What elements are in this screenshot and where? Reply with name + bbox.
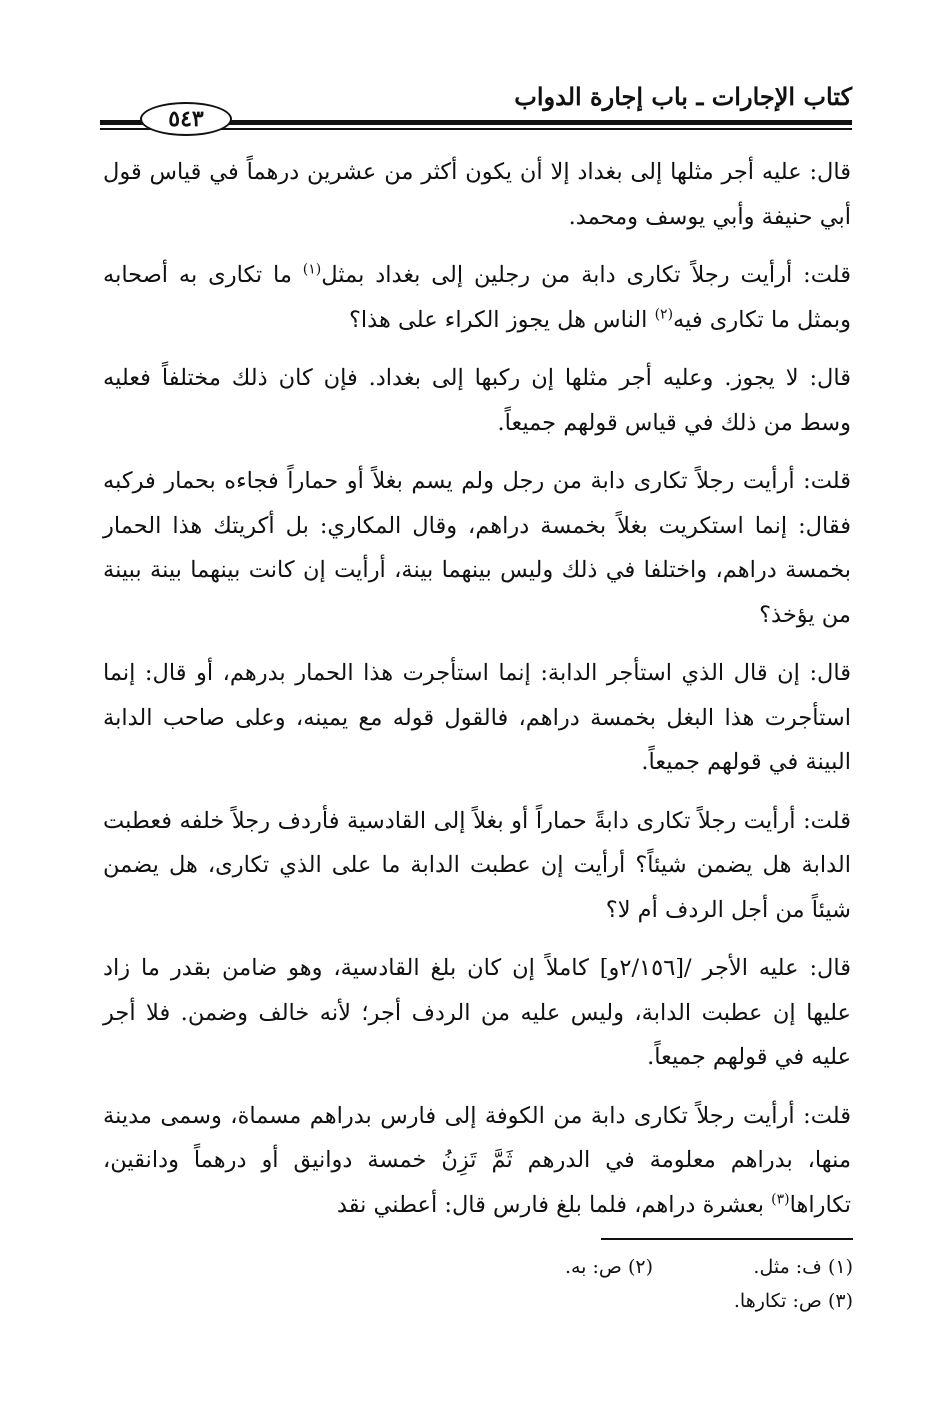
paragraph [103,356,851,445]
footnote-number: (٢) [627,1256,653,1278]
paragraph-text: أرأيت رجلاً تكارى دابة من رجل ولم يسم بغلاً أو حماراً فجاءه بحمار فركبه فقال: إنما استكريت بغلاً بخمسة دراهم، وقال المكاري: بل أكريتك هذا الحمار بخمسة دراهم، واختلفا في ذلك وليس بينهما بينة، أرأيت إن كانت بينهما بينة ببينة من يؤخذ؟ [103,468,851,628]
paragraph-text: عليه أجر مثلها إلى بغداد إلا أن يكون أكثر من عشرين درهماً في قياس قول أبي حنيفة وأبي يوسف ومحمد. [103,159,851,230]
footnote-row [213,1284,853,1318]
speaker-label: قال: [809,660,851,686]
footnote-text: ف: مثل. [753,1256,822,1278]
running-title: كتاب الإجارات ـ باب إجارة الدواب [514,82,852,111]
paragraph-text: أرأيت رجلاً تكارى دابة من رجلين إلى بغداد بمثل [321,262,793,288]
footnote-row [213,1250,853,1284]
speaker-label: قال: [809,159,852,185]
paragraph [103,459,851,637]
footnote-number: (٣) [827,1290,853,1312]
speaker-label: قلت: [803,1102,851,1129]
footnote-text: ص: به. [564,1256,622,1278]
paragraph-text: أرأيت رجلاً تكارى دابةً حماراً أو بغلاً إلى القادسية فأردف رجلاً خلفه فعطبت الدابة هل يضمن شيئاً؟ أرأيت إن عطبت الدابة ما على الذي تكارى، هل يضمن شيئاً من أجل الردف أم لا؟ [103,807,851,923]
footnote-ref[interactable]: (١) [302,261,322,278]
page-header [100,78,852,136]
footnote [734,1284,853,1318]
speaker-label: قلت: [803,262,851,288]
footnote-text: ص: تكارها. [733,1290,822,1312]
page-number: ٥٤٣ [140,102,232,136]
paragraph-text: عليه الأجر /[٢/١٥٦و] كاملاً إن كان بلغ القادسية، وهو ضامن بقدر ما زاد عليها إن عطبت الدابة، وليس عليه من الردف أجر؛ لأنه خالف وضمن. فلا أجر عليه في قولهم جميعاً. [103,955,851,1070]
paragraph-text: بعشرة دراهم، فلما بلغ فارس قال: أعطني نقد [336,1191,764,1218]
footnote [565,1250,653,1284]
footnote-separator [601,1238,853,1240]
paragraph [103,150,851,239]
paragraph [103,946,851,1080]
paragraph [103,799,851,933]
footnote-ref[interactable]: (٣) [771,1191,790,1207]
speaker-label: قلت: [803,807,851,834]
paragraph [103,253,851,342]
paragraph-text: لا يجوز. وعليه أجر مثلها إن ركبها إلى بغداد. فإن كان ذلك مختلفاً فعليه وسط من ذلك في قياس قولهم جميعاً. [103,365,851,436]
footnote [653,1250,853,1284]
speaker-label: قال: [809,955,852,981]
footnote-number: (١) [827,1256,853,1278]
footnote-ref[interactable]: (٢) [654,306,674,322]
paragraph-text: ما تكارى به أصحابه وبمثل ما تكارى فيه [103,262,851,333]
speaker-label: قلت: [803,468,851,494]
paragraph [103,651,851,785]
body-text [103,150,851,1241]
paragraph-text: أرأيت رجلاً تكارى دابة من الكوفة إلى فارس بدراهم مسماة، وسمى مدينة منها، بدراهم معلومة في الدرهم ثَمَّ تَزِنُ خمسة دوانيق أو درهماً ودانقين، تكاراها [103,1102,851,1218]
speaker-label: قال: [809,365,851,391]
paragraph-text: الناس هل يجوز الكراء على هذا؟ [348,306,648,333]
paragraph-text: إن قال الذي استأجر الدابة: إنما استأجرت هذا الحمار بدرهم، أو قال: إنما استأجرت هذا البغل بخمسة دراهم، فالقول قوله مع يمينه، وعلى صاحب الدابة البينة في قولهم جميعاً. [103,660,851,775]
paragraph [103,1094,851,1228]
footnotes [213,1250,853,1318]
